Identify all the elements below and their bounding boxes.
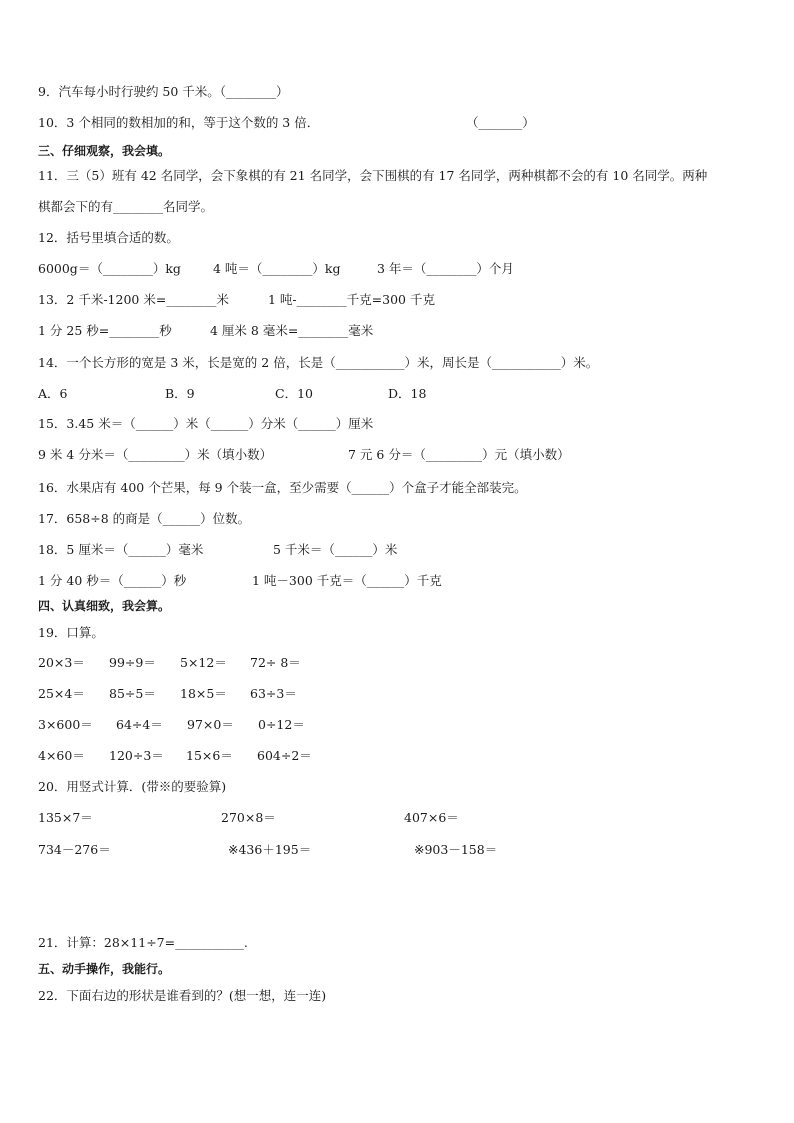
q20-title: 20．用竖式计算．(带※的要验算) — [38, 779, 227, 794]
q20-item: ※903－158＝ — [414, 842, 498, 857]
q18-item: 18．5 厘米＝（______）毫米 — [38, 542, 204, 557]
q13-item: 1 吨-________千克=300 千克 — [268, 292, 435, 307]
q19-cell: 63÷3＝ — [250, 686, 297, 701]
q18-item: 1 吨－300 千克＝（______）千克 — [252, 573, 442, 588]
q19-cell: 97×0＝ — [187, 717, 234, 732]
q19-cell: 99÷9＝ — [109, 655, 156, 670]
q14-option: C．10 — [275, 386, 313, 401]
section-4-heading: 四、认真细致，我会算。 — [38, 599, 171, 613]
q12-item: 6000g＝（________）kg — [38, 261, 181, 276]
q11-line1: 11．三（5）班有 42 名同学，会下象棋的有 21 名同学，会下围棋的有 17 名同学，两种棋都不会的有 10 名同学。两种 — [38, 168, 708, 183]
q14-option: B．9 — [165, 386, 195, 401]
section-3-heading: 三、仔细观察，我会填。 — [38, 144, 171, 158]
q20-item: 734－276＝ — [38, 842, 111, 857]
q13-item: 1 分 25 秒=________秒 — [38, 323, 172, 338]
q14-text: 14．一个长方形的宽是 3 米，长是宽的 2 倍，长是（___________）米，周长是（___________）米。 — [38, 355, 599, 370]
q20-item: 270×8＝ — [221, 810, 276, 825]
q13-item: 4 厘米 8 毫米=________毫米 — [210, 323, 374, 338]
q19-cell: 18×5＝ — [180, 686, 227, 701]
q19-cell: 5×12＝ — [180, 655, 227, 670]
q19-cell: 120÷3＝ — [109, 748, 164, 763]
q20-item: 135×7＝ — [38, 810, 93, 825]
q19-cell: 3×600＝ — [38, 717, 93, 732]
q12-item: 4 吨＝（________）kg — [213, 261, 341, 276]
q10-blank: （_______） — [466, 115, 535, 130]
q19-cell: 604÷2＝ — [257, 748, 312, 763]
q19-cell: 0÷12＝ — [258, 717, 305, 732]
q19-cell: 20×3＝ — [38, 655, 85, 670]
q9: 9．汽车每小时行驶约 50 千米。（________） — [38, 84, 289, 99]
q19-title: 19．口算。 — [38, 625, 104, 640]
q21: 21．计算：28×11÷7=___________. — [38, 935, 248, 950]
q19-cell: 4×60＝ — [38, 748, 85, 763]
q12-item: 3 年＝（________）个月 — [377, 261, 514, 276]
q22: 22．下面右边的形状是谁看到的？(想一想，连一连) — [38, 988, 327, 1003]
q11-line2: 棋都会下的有________名同学。 — [38, 199, 214, 214]
q10-text: 10．3 个相同的数相加的和，等于这个数的 3 倍． — [38, 115, 320, 130]
q15-item: 7 元 6 分＝（_________）元（填小数） — [348, 447, 570, 462]
q13-item: 13．2 千米-1200 米=________米 — [38, 292, 229, 307]
q19-cell: 72÷ 8＝ — [250, 655, 301, 670]
q18-item: 5 千米＝（______）米 — [273, 542, 398, 557]
q19-cell: 25×4＝ — [38, 686, 85, 701]
q14-option: A．6 — [38, 386, 68, 401]
q16: 16．水果店有 400 个芒果，每 9 个装一盒，至少需要（______）个盒子才能全部装完。 — [38, 480, 527, 495]
q15-item: 9 米 4 分米＝（_________）米（填小数） — [38, 447, 273, 462]
q14-option: D．18 — [388, 386, 427, 401]
q20-item: ※436＋195＝ — [228, 842, 312, 857]
q19-cell: 64÷4＝ — [116, 717, 163, 732]
q19-cell: 15×6＝ — [186, 748, 233, 763]
q19-cell: 85÷5＝ — [109, 686, 156, 701]
q20-item: 407×6＝ — [404, 810, 459, 825]
q12-title: 12．括号里填合适的数。 — [38, 230, 179, 245]
q18-item: 1 分 40 秒＝（______）秒 — [38, 573, 187, 588]
q17: 17．658÷8 的商是（______）位数。 — [38, 511, 251, 526]
section-5-heading: 五、动手操作，我能行。 — [38, 962, 171, 976]
q15-line1: 15．3.45 米＝（______）米（______）分米（______）厘米 — [38, 416, 374, 431]
